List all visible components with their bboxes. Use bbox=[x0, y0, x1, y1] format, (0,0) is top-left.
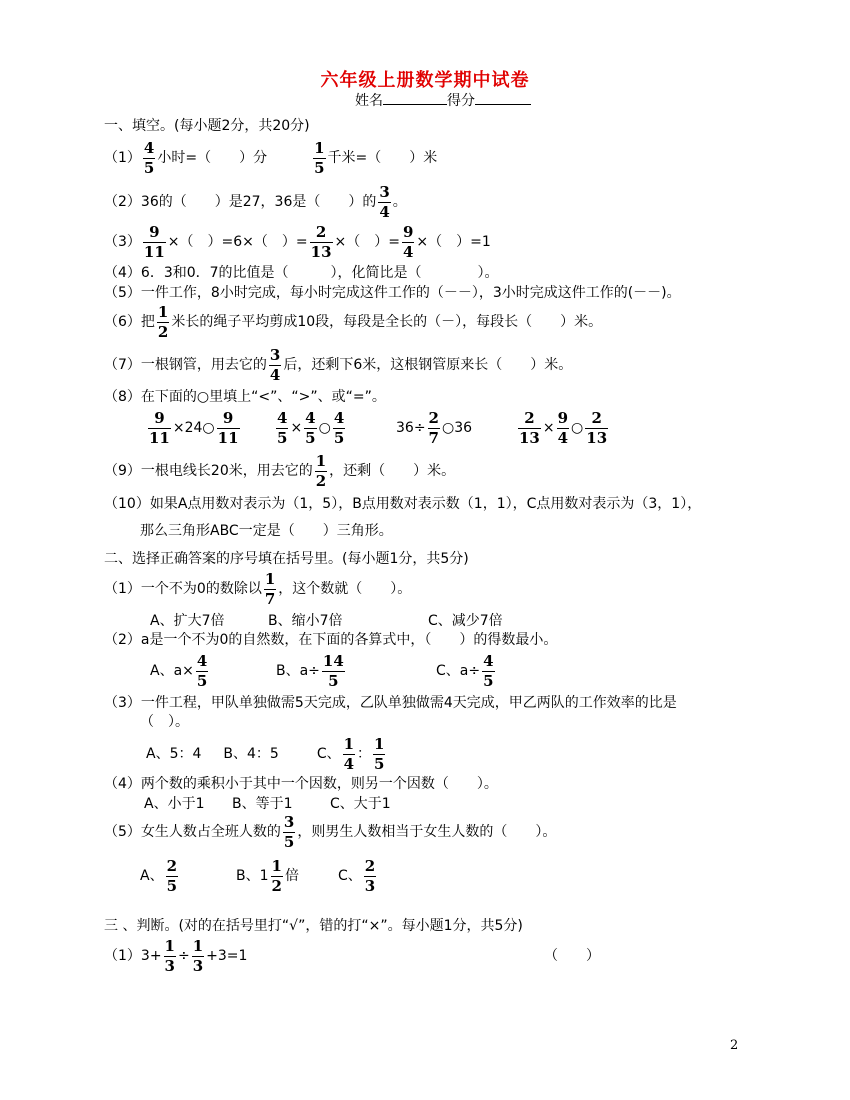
fraction: $\frac{1}{2}$ bbox=[157, 302, 169, 341]
s2-q4-option-b: B、等于1 bbox=[232, 796, 293, 812]
fraction: $\frac{3}{4}$ bbox=[379, 182, 390, 221]
option-b: B、4：5 bbox=[223, 746, 279, 762]
q-text: A、a× bbox=[150, 663, 194, 679]
q-text: C、a÷ bbox=[436, 663, 481, 679]
q-text: ×（ ）=6×（ ）= bbox=[167, 234, 308, 250]
q-text: +3=1 bbox=[206, 948, 248, 964]
option-c: C、 bbox=[316, 746, 341, 762]
s1-question-6 bbox=[104, 302, 602, 342]
q-text: ○ bbox=[318, 420, 331, 436]
s2-q2-option-a bbox=[150, 651, 210, 691]
s2-question-3-cont: （ ）。 bbox=[140, 714, 189, 730]
page-number: 2 bbox=[730, 1038, 739, 1053]
fraction: $\frac{1}{5}$ bbox=[374, 734, 385, 773]
s2-q3-options bbox=[146, 734, 387, 774]
q-text: 千米=（ ）米 bbox=[327, 150, 438, 166]
fraction: $\frac{9}{11}$ bbox=[217, 408, 239, 447]
q-text: （6）把 bbox=[104, 314, 155, 330]
s2-q4-option-a: A、小于1 bbox=[144, 796, 205, 812]
fraction: $\frac{9}{4}$ bbox=[402, 222, 414, 261]
s1-q8-expr-2 bbox=[274, 408, 347, 448]
s1-question-7 bbox=[104, 345, 572, 385]
q-text: ，这个数就（ ）。 bbox=[278, 581, 412, 597]
q-text: ○36 bbox=[441, 420, 473, 436]
section-3-heading: 三 、判断。(对的在括号里打“√”，错的打“×”。每小题1分，共5分) bbox=[104, 918, 523, 934]
q-text: ×24○ bbox=[172, 420, 215, 436]
s2-q4-option-c: C、大于1 bbox=[330, 796, 391, 812]
name-blank[interactable] bbox=[383, 90, 447, 105]
q-text: × bbox=[542, 420, 555, 436]
s2-question-2: （2）a是一个不为0的自然数，在下面的各算式中，（ ）的得数最小。 bbox=[104, 632, 558, 648]
s1-question-9 bbox=[104, 451, 455, 491]
q-text: （5）女生人数占全班人数的 bbox=[104, 824, 281, 840]
s1-question-8: （8）在下面的○里填上“<”、“>”、或“=”。 bbox=[104, 389, 386, 405]
s1-q8-expr-4 bbox=[516, 408, 610, 448]
q-number: （1） bbox=[104, 150, 141, 166]
fraction: $\frac{3}{4}$ bbox=[269, 345, 281, 384]
s2-q5-option-c bbox=[338, 856, 378, 896]
q-text: （1）3+ bbox=[104, 948, 162, 964]
s1-question-4: （4）6．3和0．7的比值是（ ），化简比是（ ）。 bbox=[104, 265, 499, 281]
s1-question-10-cont: 那么三角形ABC一定是（ ）三角形。 bbox=[140, 523, 393, 539]
s2-q1-option-b: B、缩小7倍 bbox=[268, 613, 343, 629]
q-text: ×（ ）=1 bbox=[416, 234, 491, 250]
fraction: $\frac{3}{5}$ bbox=[283, 812, 295, 851]
fraction: $\frac{1}{3}$ bbox=[164, 936, 175, 975]
q-number: （3） bbox=[104, 234, 141, 250]
s2-q2-option-c bbox=[436, 651, 497, 691]
q-text: C、 bbox=[338, 868, 362, 884]
fraction: $\frac{14}{5}$ bbox=[322, 651, 344, 690]
q-text: （2）36的（ ）是27，36是（ ）的 bbox=[104, 194, 377, 210]
s1-question-5: （5）一件工作，8小时完成，每小时完成这件工作的（－－），3小时完成这件工作的(－－)。 bbox=[104, 285, 681, 301]
fraction: $\frac{4}{5}$ bbox=[143, 138, 155, 177]
name-label: 姓名 bbox=[355, 93, 383, 109]
q-text: ，则男生人数相当于女生人数的（ ）。 bbox=[297, 824, 557, 840]
fraction: $\frac{1}{5}$ bbox=[314, 138, 325, 177]
s1-question-10: （10）如果A点用数对表示为（1，5），B点用数对表示数（1，1），C点用数对表示为（3，1）， bbox=[104, 496, 702, 512]
q-text: 36÷ bbox=[396, 420, 426, 436]
s2-q1-option-c: C、减少7倍 bbox=[428, 613, 503, 629]
s2-q1-option-a: A、扩大7倍 bbox=[150, 613, 225, 629]
fraction: $\frac{4}{5}$ bbox=[483, 651, 494, 690]
q-text: （7）一根钢管，用去它的 bbox=[104, 357, 267, 373]
fraction: $\frac{2}{13}$ bbox=[310, 222, 332, 261]
q-text: 米长的绳子平均剪成10段，每段是全长的（－），每段长（ ）米。 bbox=[171, 314, 603, 330]
name-score-line bbox=[355, 90, 531, 111]
fraction: $\frac{4}{5}$ bbox=[277, 408, 288, 447]
s1-question-3 bbox=[104, 222, 491, 262]
q-text: （9）一根电线长20米，用去它的 bbox=[104, 463, 313, 479]
s3-question-1 bbox=[104, 936, 247, 976]
fraction: $\frac{2}{7}$ bbox=[428, 408, 439, 447]
q-text: 。 bbox=[392, 194, 407, 210]
q-text: 倍 bbox=[284, 868, 299, 884]
fraction: $\frac{1}{3}$ bbox=[192, 936, 204, 975]
section-2-heading: 二、选择正确答案的序号填在括号里。(每小题1分，共5分) bbox=[104, 551, 469, 567]
s2-question-1 bbox=[104, 569, 411, 609]
fraction: $\frac{9}{11}$ bbox=[143, 222, 165, 261]
s1-question-1 bbox=[104, 138, 437, 178]
page-title: 六年级上册数学期中试卷 bbox=[320, 70, 530, 91]
fraction: $\frac{2}{13}$ bbox=[519, 408, 540, 447]
score-blank[interactable] bbox=[475, 90, 531, 105]
s2-question-5 bbox=[104, 812, 556, 852]
fraction: $\frac{1}{2}$ bbox=[271, 856, 282, 895]
q-text: ○ bbox=[571, 420, 584, 436]
q-text: ，还剩（ ）米。 bbox=[329, 463, 456, 479]
q-text: 小时=（ ）分 bbox=[157, 150, 268, 166]
option-a: A、5：4 bbox=[146, 746, 202, 762]
fraction: $\frac{1}{4}$ bbox=[343, 734, 355, 773]
s2-q5-option-a bbox=[140, 856, 180, 896]
q-text: ÷ bbox=[177, 948, 190, 964]
s2-q2-option-b bbox=[276, 651, 347, 691]
q-text: B、a÷ bbox=[276, 663, 320, 679]
fraction: $\frac{2}{3}$ bbox=[364, 856, 376, 895]
q-text: ×（ ）= bbox=[334, 234, 400, 250]
score-label: 得分 bbox=[447, 93, 475, 109]
fraction: $\frac{9}{4}$ bbox=[557, 408, 569, 447]
q-text: （1）一个不为0的数除以 bbox=[104, 581, 262, 597]
q-text: × bbox=[290, 420, 303, 436]
q-text: B、1 bbox=[236, 868, 269, 884]
fraction: $\frac{2}{13}$ bbox=[586, 408, 608, 447]
q-text: 后，还剩下6米，这根钢管原来长（ ）米。 bbox=[283, 357, 573, 373]
s1-q8-expr-3 bbox=[396, 408, 472, 448]
fraction: $\frac{1}{2}$ bbox=[315, 451, 327, 490]
s1-question-2 bbox=[104, 182, 407, 222]
fraction: $\frac{4}{5}$ bbox=[305, 408, 316, 447]
fraction: $\frac{2}{5}$ bbox=[166, 856, 178, 895]
fraction: $\frac{9}{11}$ bbox=[149, 408, 170, 447]
colon: ： bbox=[357, 746, 372, 762]
fraction: $\frac{4}{5}$ bbox=[333, 408, 345, 447]
q-text: A、 bbox=[140, 868, 164, 884]
fraction: $\frac{1}{7}$ bbox=[264, 569, 276, 608]
section-1-heading: 一、填空。(每小题2分，共20分) bbox=[104, 118, 310, 134]
s1-q8-expr-1 bbox=[146, 408, 242, 448]
s3-q1-answer-paren[interactable]: （ ） bbox=[544, 948, 600, 964]
fraction: $\frac{4}{5}$ bbox=[196, 651, 208, 690]
s2-question-3: （3）一件工程，甲队单独做需5天完成，乙队单独做需4天完成，甲乙两队的工作效率的比是 bbox=[104, 695, 677, 711]
s2-q5-option-b bbox=[236, 856, 299, 896]
s2-question-4: （4）两个数的乘积小于其中一个因数，则另一个因数（ ）。 bbox=[104, 776, 498, 792]
